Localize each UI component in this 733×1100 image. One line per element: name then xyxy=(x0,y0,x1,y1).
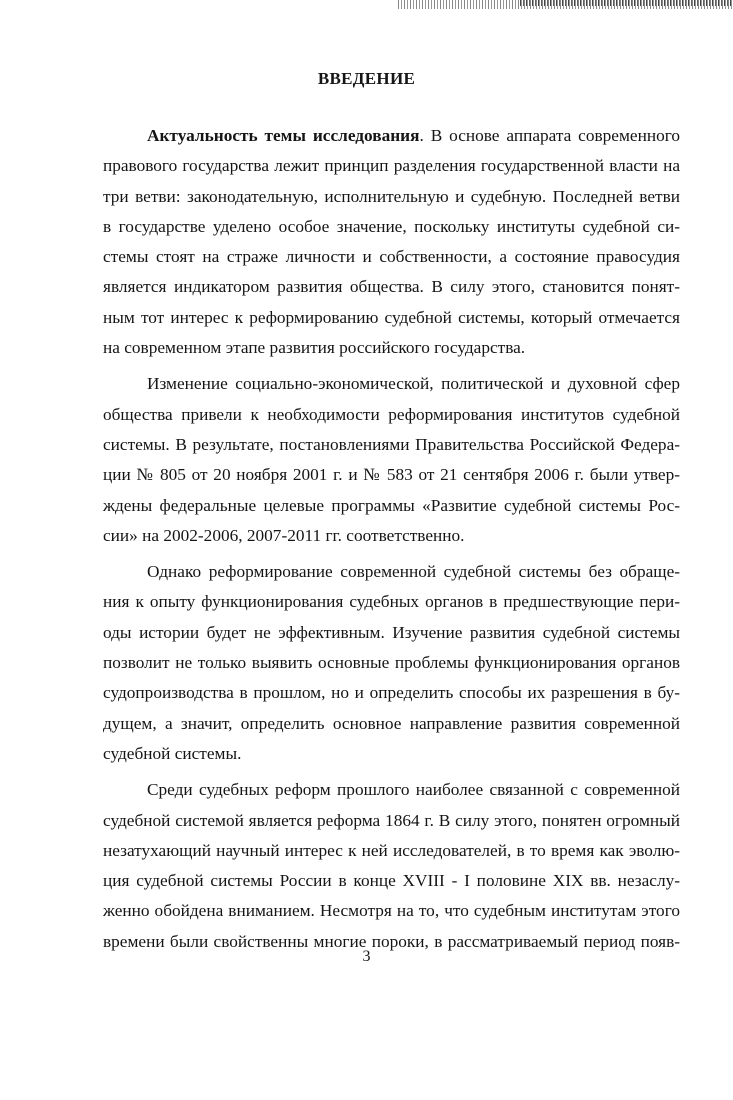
text-line: судебной системой является реформа 1864 г. В силу этого, понятен огромный xyxy=(103,810,680,830)
text-line: на современном этапе развития российского государства. xyxy=(103,338,526,358)
text-line: судебной системы. xyxy=(103,743,242,763)
text-line: незатухающий научный интерес к ней исследователей, в то время как эволю- xyxy=(103,840,680,860)
text-line: правового государства лежит принцип разделения государственной власти на xyxy=(103,156,680,176)
paragraph-changes xyxy=(103,369,680,551)
text-line: ции № 805 от 20 ноября 2001 г. и № 583 от 21 сентября 2006 г. были утвер- xyxy=(103,465,680,485)
paragraph-lead: Актуальность темы исследования xyxy=(147,126,420,145)
paragraph-relevance xyxy=(103,121,680,363)
text-line: Однако реформирование современной судебной системы без обраще- xyxy=(147,562,680,582)
text-line: ждены федеральные целевые программы «Развитие судебной системы Рос- xyxy=(103,495,680,515)
paragraph-reform-history xyxy=(103,557,680,769)
text-line: стемы стоят на страже личности и собственности, а состояние правосудия xyxy=(103,247,680,267)
text-run: . В основе аппарата современного xyxy=(419,126,681,145)
page-title: ВВЕДЕНИЕ xyxy=(317,69,416,88)
document-body xyxy=(103,121,680,957)
text-line: ция судебной системы России в конце XVIII - I половине XIX вв. незаслу- xyxy=(103,871,680,891)
text-line: дущем, а значит, определить основное направление развития современной xyxy=(103,713,680,733)
text-line: судопроизводства в прошлом, но и определить способы их разрешения в бу- xyxy=(103,683,680,703)
text-line: является индикатором развития общества. В силу этого, становится понят- xyxy=(103,277,680,297)
text-line: ния к опыту функционирования судебных органов в предшествующие пери- xyxy=(103,592,680,612)
text-line: женно обойдена вниманием. Несмотря на то, что судебным институтам этого xyxy=(103,901,680,921)
text-line: системы. В результате, постановлениями Правительства Российской Федера- xyxy=(103,434,680,454)
text-line: общества привели к необходимости реформирования институтов судебной xyxy=(103,404,680,424)
text-line xyxy=(103,121,680,151)
scan-artifact-dark xyxy=(520,0,733,6)
text-line: позволит не только выявить основные проблемы функционирования органов xyxy=(103,653,680,673)
paragraph-reform-1864 xyxy=(103,775,680,957)
text-line: оды истории будет не эффективным. Изучение развития судебной системы xyxy=(103,622,680,642)
text-line: в государстве уделено особое значение, поскольку институты судебной си- xyxy=(103,216,680,236)
text-line: Изменение социально-экономической, политической и духовной сфер xyxy=(147,374,680,394)
text-line: сии» на 2002-2006, 2007-2011 гг. соответственно. xyxy=(103,525,465,545)
text-line: Среди судебных реформ прошлого наиболее связанной с современной xyxy=(147,780,680,800)
text-line: три ветви: законодательную, исполнительную и судебную. Последней ветви xyxy=(103,186,680,206)
page-number: 3 xyxy=(362,948,371,965)
text-line: ным тот интерес к реформированию судебной системы, который отмечается xyxy=(103,307,680,327)
text-line: времени были свойственны многие пороки, в рассматриваемый период появ- xyxy=(103,931,680,951)
